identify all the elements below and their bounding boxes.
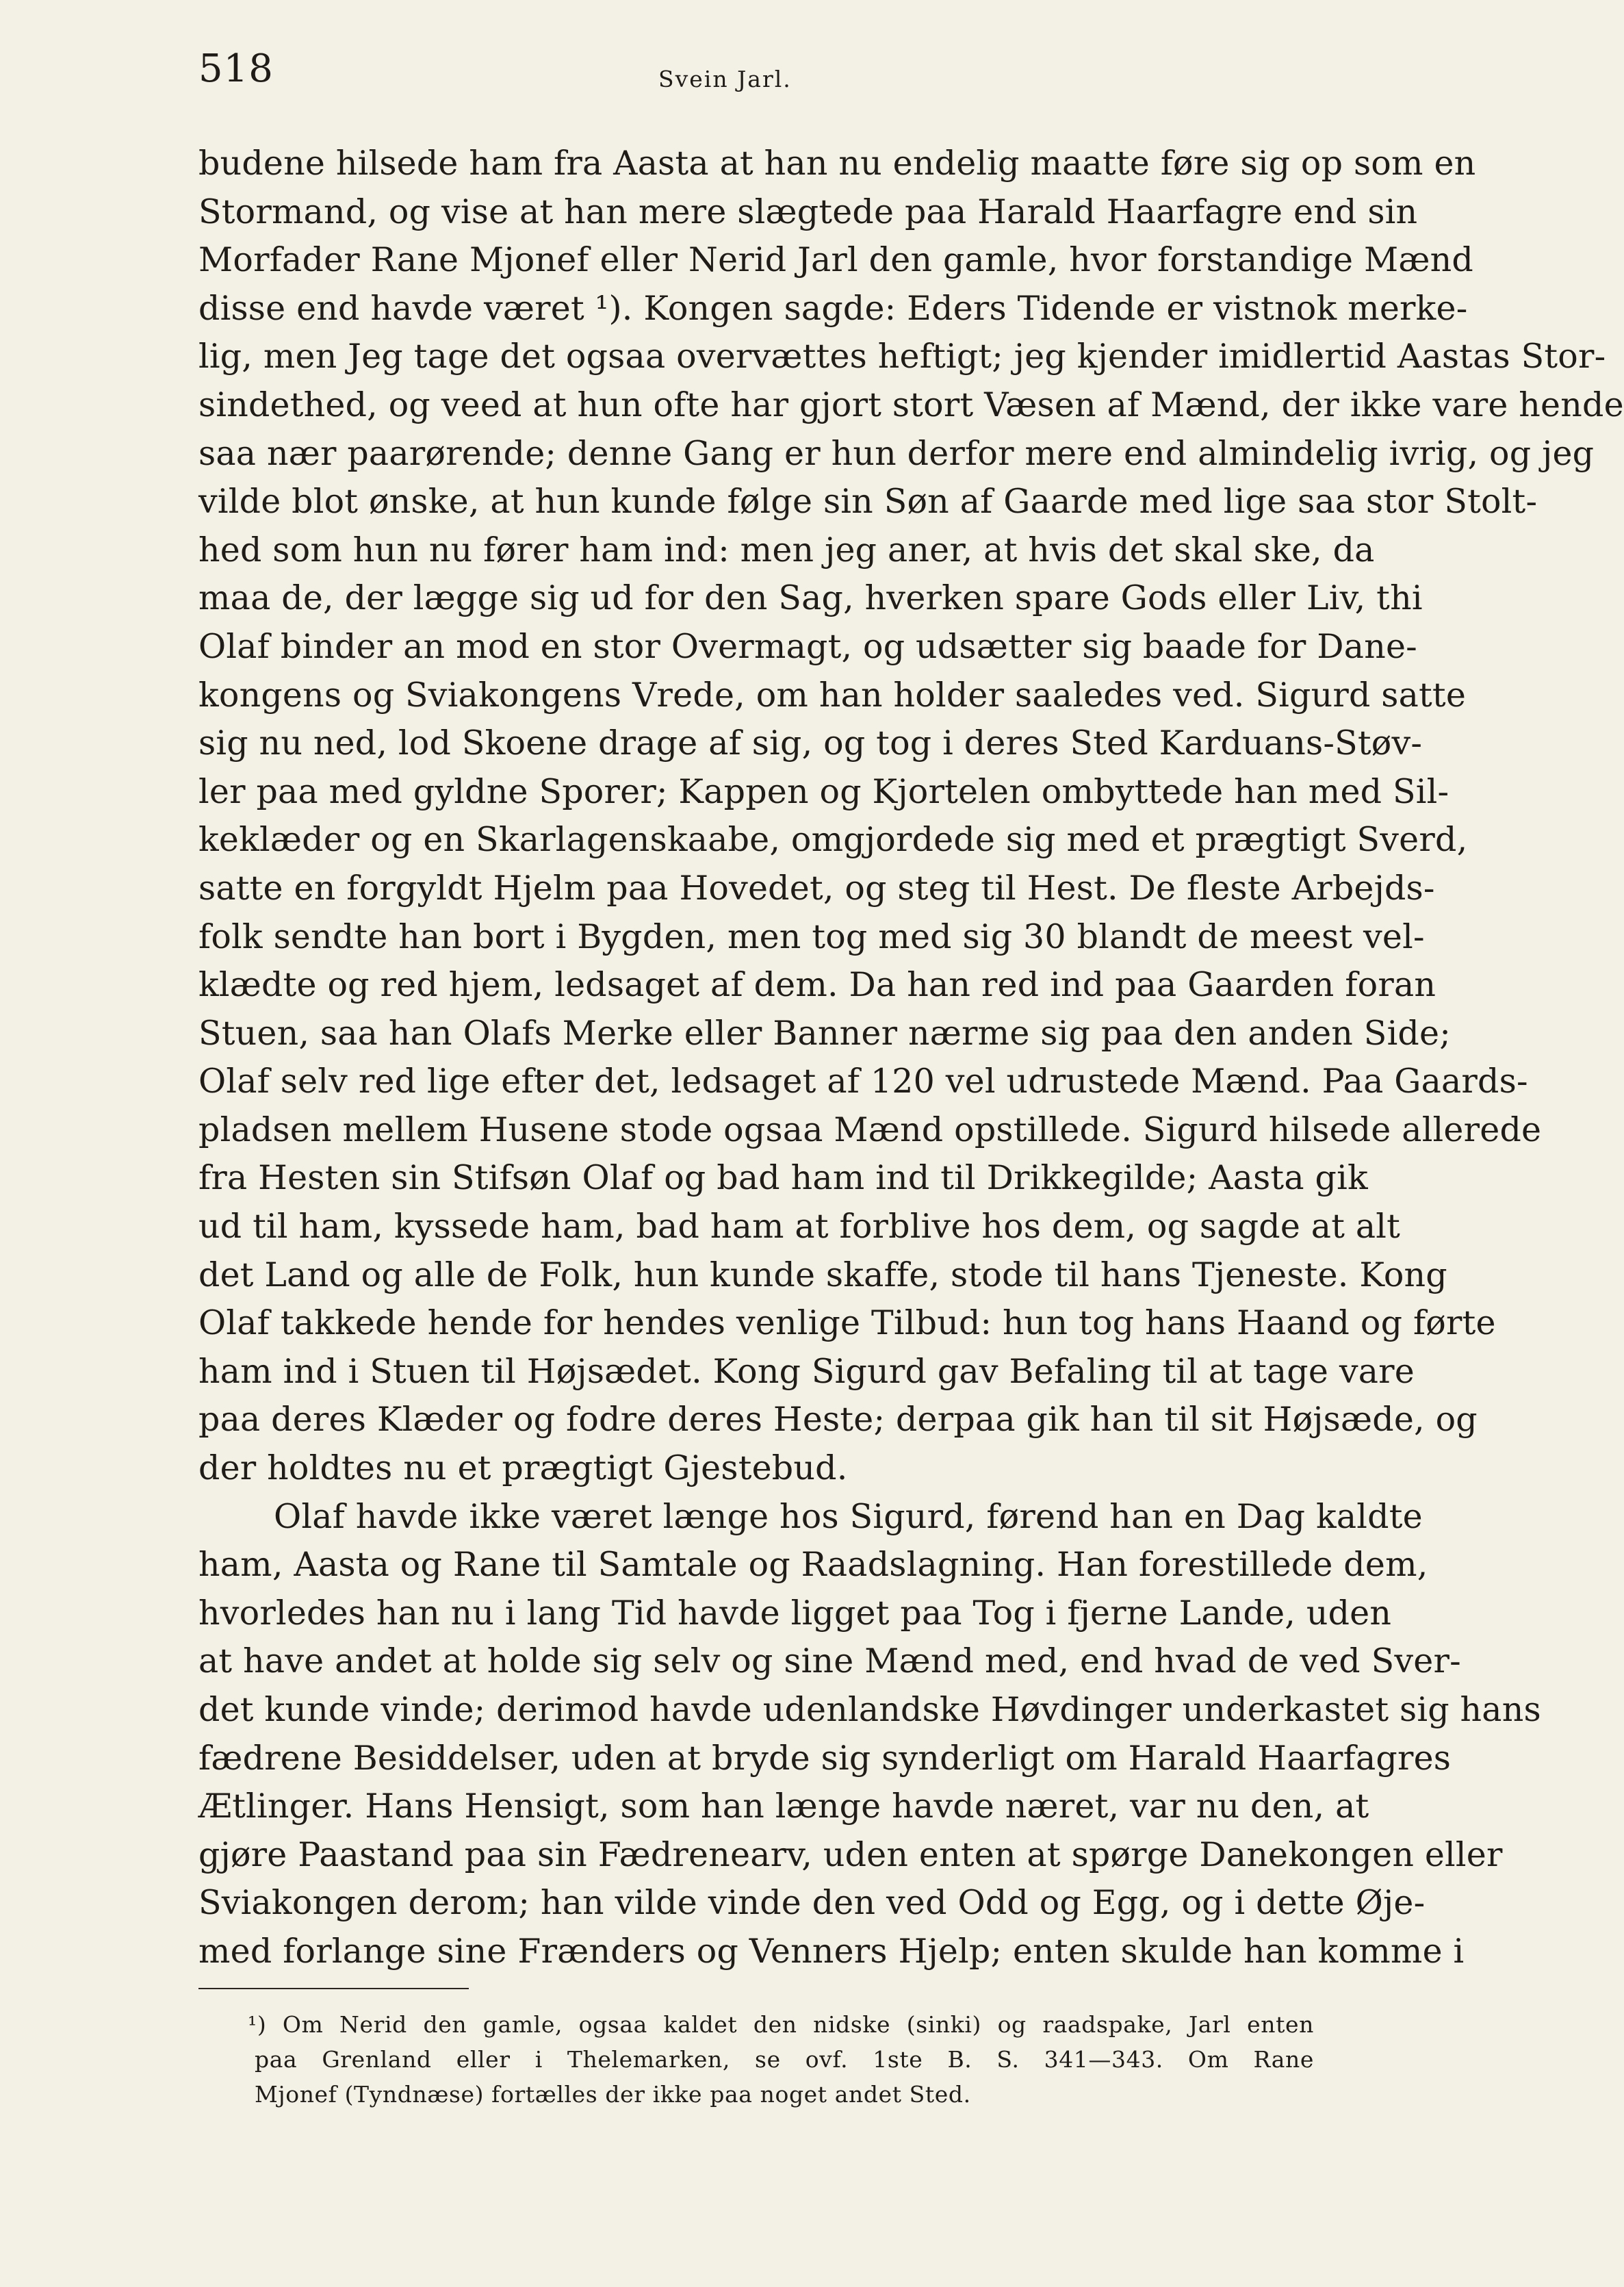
text-line: ud til ham, kyssede ham, bad ham at forblive hos dem, og sagde at alt bbox=[198, 1207, 1401, 1247]
text-line: at have andet at holde sig selv og sine Mænd med, end hvad de ved Sver- bbox=[198, 1641, 1461, 1681]
text-line: Stuen, saa han Olafs Merke eller Banner nærme sig paa den anden Side; bbox=[198, 1013, 1451, 1053]
text-line: keklæder og en Skarlagenskaabe, omgjordede sig med et prægtigt Sverd, bbox=[198, 820, 1468, 860]
text-line: budene hilsede ham fra Aasta at han nu endelig maatte føre sig op som en bbox=[198, 144, 1476, 183]
text-line: med forlange sine Frænders og Venners Hjelp; enten skulde han komme i bbox=[198, 1931, 1465, 1971]
page-number: 518 bbox=[198, 47, 274, 91]
text-line: Sviakongen derom; han vilde vinde den ved Odd og Egg, og i dette Øje- bbox=[198, 1883, 1426, 1923]
text-line: maa de, der lægge sig ud for den Sag, hverken spare Gods eller Liv, thi bbox=[198, 578, 1423, 618]
running-title: Svein Jarl. bbox=[658, 66, 792, 92]
text-line: paa deres Klæder og fodre deres Heste; derpaa gik han til sit Højsæde, og bbox=[198, 1400, 1478, 1440]
text-line: det Land og alle de Folk, hun kunde skaffe, stode til hans Tjeneste. Kong bbox=[198, 1255, 1447, 1294]
text-line: det kunde vinde; derimod havde udenlandske Høvdinger underkastet sig hans bbox=[198, 1690, 1541, 1729]
text-line: ham ind i Stuen til Højsædet. Kong Sigurd gav Befaling til at tage vare bbox=[198, 1351, 1415, 1391]
footnote-divider bbox=[198, 1988, 469, 1989]
text-line: disse end havde været ¹). Kongen sagde: Eders Tidende er vistnok merke- bbox=[198, 288, 1468, 328]
text-line: Stormand, og vise at han mere slægtede paa Harald Haarfagre end sin bbox=[198, 192, 1418, 231]
text-line: pladsen mellem Husene stode ogsaa Mænd opstillede. Sigurd hilsede allerede bbox=[198, 1110, 1542, 1149]
text-line: Olaf selv red lige efter det, ledsaget af 120 vel udrustede Mænd. Paa Gaards- bbox=[198, 1062, 1528, 1101]
text-line: der holdtes nu et prægtigt Gjestebud. bbox=[198, 1448, 848, 1488]
text-line: folk sendte han bort i Bygden, men tog med sig 30 blandt de meest vel- bbox=[198, 917, 1425, 956]
text-line: gjøre Paastand paa sin Fædrenearv, uden enten at spørge Danekongen eller bbox=[198, 1835, 1503, 1874]
text-line: hed som hun nu fører ham ind: men jeg aner, at hvis det skal ske, da bbox=[198, 530, 1375, 570]
text-line: hvorledes han nu i lang Tid havde ligget paa Tog i fjerne Lande, uden bbox=[198, 1593, 1392, 1633]
text-line: klædte og red hjem, ledsaget af dem. Da han red ind paa Gaarden foran bbox=[198, 965, 1436, 1005]
text-line: Olaf binder an mod en stor Overmagt, og udsætter sig baade for Dane- bbox=[198, 626, 1417, 666]
text-line: Morfader Rane Mjonef eller Nerid Jarl den gamle, hvor forstandige Mænd bbox=[198, 240, 1473, 280]
footnote-line: paa Grenland eller i Thelemarken, se ovf. 1ste B. S. 341—343. Om Rane bbox=[255, 2046, 1314, 2073]
text-line: Ætlinger. Hans Hensigt, som han længe havde næret, var nu den, at bbox=[198, 1787, 1369, 1826]
footnote-line: Mjonef (Tyndnæse) fortælles der ikke paa noget andet Sted. bbox=[255, 2081, 971, 2108]
footnote-line: ¹) Om Nerid den gamle, ogsaa kaldet den nidske (sinki) og raadspake, Jarl enten bbox=[248, 2011, 1314, 2038]
page-header bbox=[198, 47, 1362, 108]
text-line: lig, men Jeg tage det ogsaa overvættes heftigt; jeg kjender imidlertid Aastas Stor- bbox=[198, 337, 1606, 376]
text-line: sindethed, og veed at hun ofte har gjort stort Væsen af Mænd, der ikke vare hende bbox=[198, 385, 1624, 424]
text-line: fædrene Besiddelser, uden at bryde sig synderligt om Harald Haarfagres bbox=[198, 1738, 1452, 1778]
text-line: ler paa med gyldne Sporer; Kappen og Kjortelen ombyttede han med Sil- bbox=[198, 771, 1449, 811]
text-line: vilde blot ønske, at hun kunde følge sin Søn af Gaarde med lige saa stor Stolt- bbox=[198, 482, 1538, 522]
text-line: satte en forgyldt Hjelm paa Hovedet, og steg til Hest. De fleste Arbejds- bbox=[198, 868, 1435, 908]
footnotes bbox=[248, 2007, 1314, 2112]
text-line: fra Hesten sin Stifsøn Olaf og bad ham ind til Drikkegilde; Aasta gik bbox=[198, 1158, 1368, 1198]
text-line: ham, Aasta og Rane til Samtale og Raadslagning. Han forestillede dem, bbox=[198, 1545, 1428, 1585]
body-text bbox=[198, 140, 1624, 1976]
text-line: Olaf takkede hende for hendes venlige Tilbud: hun tog hans Haand og førte bbox=[198, 1303, 1496, 1343]
text-line: saa nær paarørende; denne Gang er hun derfor mere end almindelig ivrig, og jeg bbox=[198, 433, 1595, 473]
text-line: sig nu ned, lod Skoene drage af sig, og tog i deres Sted Karduans-Støv- bbox=[198, 724, 1423, 763]
text-line: kongens og Sviakongens Vrede, om han holder saaledes ved. Sigurd satte bbox=[198, 675, 1467, 715]
paragraph-first-line: Olaf havde ikke været længe hos Sigurd, førend han en Dag kaldte bbox=[274, 1496, 1423, 1536]
